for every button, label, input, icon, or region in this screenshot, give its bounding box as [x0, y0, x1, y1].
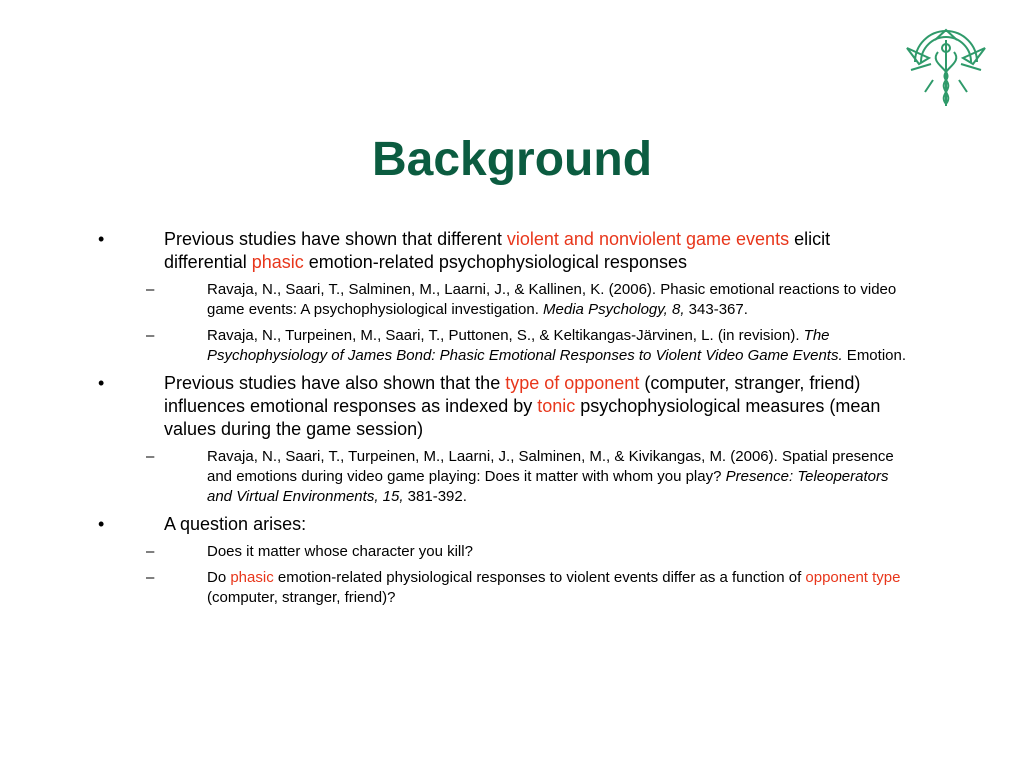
- slide-title: Background: [371, 133, 653, 186]
- bullet-text: (computer, stranger, friend)?: [207, 569, 905, 606]
- highlighted-text: phasic: [251, 252, 304, 272]
- journal-citation: Presence: Teleoperators and Virtual Environments, 15,: [207, 468, 893, 505]
- dash-marker: –: [146, 281, 155, 298]
- bullet-list: [0, 228, 1024, 614]
- bullet-text: A question arises:: [164, 514, 307, 534]
- bullet-text: Previous studies have shown that different: [164, 229, 507, 249]
- bullet-text: emotion-related psychophysiological responses: [303, 252, 687, 272]
- bullet-marker: •: [98, 229, 105, 249]
- dash-marker: –: [146, 543, 155, 560]
- bullet-text: 381-392.: [403, 488, 467, 505]
- bullet-text: Emotion.: [842, 347, 907, 364]
- bullet-text: Does it matter whose character you kill?: [207, 543, 473, 560]
- journal-citation: The Psychophysiology of James Bond: Phasic Emotional Responses to Violent Video Game Events.: [207, 327, 843, 364]
- bullet-text: (computer, stranger, friend) influences emotional responses as indexed by: [164, 373, 866, 416]
- bullet-text: Ravaja, N., Saari, T., Turpeinen, M., Laarni, J., Salminen, M., & Kivikangas, M. (2006). Spatial presence and emotions during video game playing: Does it matter with whom you play?: [207, 448, 898, 485]
- dash-marker: –: [146, 569, 155, 586]
- bullet-text: elicit differential: [164, 229, 836, 272]
- highlighted-text: violent and nonviolent game events: [506, 229, 790, 249]
- bullet-text: 343-367.: [684, 301, 748, 318]
- sub-bullet-item: [0, 447, 912, 507]
- highlighted-text: type of opponent: [505, 373, 640, 393]
- bullet-marker: •: [98, 373, 105, 393]
- highlighted-text: tonic: [537, 396, 576, 416]
- sub-bullet-item: [0, 568, 912, 608]
- bullet-text: emotion-related physiological responses to violent events differ as a function of: [273, 569, 806, 586]
- university-seal-icon: [903, 18, 989, 114]
- bullet-item: [0, 228, 914, 274]
- highlighted-text: phasic: [230, 569, 274, 586]
- sub-bullet-item: [0, 542, 912, 562]
- bullet-text: Previous studies have also shown that the: [164, 373, 506, 393]
- sub-bullet-item: [0, 326, 912, 366]
- bullet-text: psychophysiological measures (mean values during the game session): [164, 396, 886, 439]
- bullet-text: Ravaja, N., Saari, T., Salminen, M., Laarni, J., & Kallinen, K. (2006). Phasic emotional reactions to video game events: A psychophysiological investigation.: [207, 281, 901, 318]
- bullet-item: [0, 513, 914, 536]
- dash-marker: –: [146, 448, 155, 465]
- sub-bullet-item: [0, 280, 912, 320]
- dash-marker: –: [146, 327, 155, 344]
- bullet-text: Do: [207, 569, 231, 586]
- journal-citation: Media Psychology, 8,: [543, 301, 685, 318]
- highlighted-text: opponent type: [805, 569, 901, 586]
- bullet-marker: •: [98, 514, 105, 534]
- bullet-text: Ravaja, N., Turpeinen, M., Saari, T., Puttonen, S., & Keltikangas-Järvinen, L. (in revision).: [207, 327, 804, 344]
- bullet-item: [0, 372, 914, 441]
